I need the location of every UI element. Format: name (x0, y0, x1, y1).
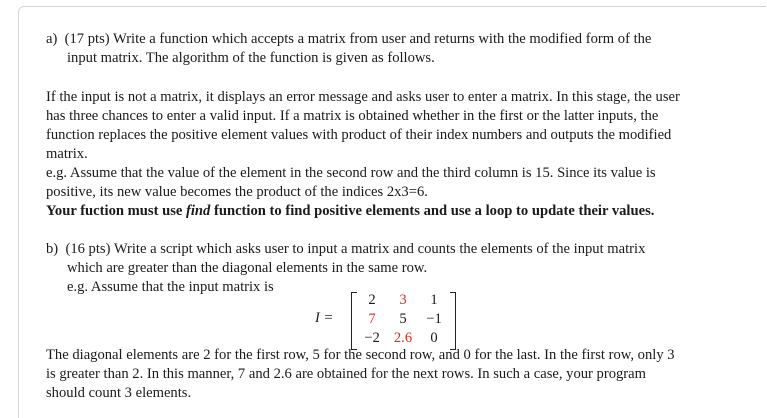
part-b-explanation-line: should count 3 elements. (46, 385, 192, 401)
part-a-para-line: function replaces the positive element values with product of their index numbers and outputs the modified (46, 127, 672, 143)
matrix-cell: 1 (430, 292, 438, 308)
part-a-para-line: If the input is not a matrix, it displays an error message and asks user to enter a matrix. In this stage, the user (46, 89, 680, 105)
part-a-heading-line2: input matrix. The algorithm of the function is given as follows. (67, 50, 435, 66)
part-b-heading-line2: which are greater than the diagonal elements in the same row. (67, 260, 428, 276)
part-b-explanation-line: The diagonal elements are 2 for the first row, 5 for the second row, and 0 for the last. In the first row, only 3 (46, 347, 675, 363)
matrix-cell: 5 (399, 311, 407, 327)
part-b-heading-line1: b) (16 pts) Write a script which asks user to input a matrix and counts the elements of the input matrix (46, 241, 646, 257)
requirement-prefix: Your fuction must use (46, 203, 187, 219)
part-b-example-intro: e.g. Assume that the input matrix is (67, 279, 274, 295)
matrix-cell-highlight: 3 (399, 292, 407, 308)
matrix-cell: 0 (430, 330, 438, 346)
part-a-heading-line1: a) (17 pts) Write a function which accepts a matrix from user and returns with the modified form of the (46, 31, 652, 47)
part-a-example-line: positive, its new value becomes the product of the indices 2x3=6. (46, 184, 428, 200)
matrix-cell-highlight: 7 (368, 311, 376, 327)
requirement-suffix: function to find positive elements and use a loop to update their values. (210, 203, 655, 219)
part-b-explanation-line: is greater than 2. In this manner, 7 and 2.6 are obtained for the next rows. In such a case, your program (46, 366, 646, 382)
part-a-requirement (46, 202, 654, 221)
matrix-cell-highlight: 2.6 (393, 330, 413, 346)
matrix-cell: −2 (364, 330, 380, 346)
part-a-para-line: has three chances to enter a valid input. If a matrix is obtained whether in the first or the latter inputs, the (46, 108, 659, 124)
matrix-label: I = (315, 310, 334, 326)
matrix-right-bracket (450, 292, 456, 350)
requirement-keyword: find (186, 203, 211, 219)
part-a-example-line: e.g. Assume that the value of the element in the second row and the third column is 15. Since its value is (46, 165, 656, 181)
matrix-cell: −1 (426, 311, 442, 327)
part-a-para-line: matrix. (46, 146, 88, 162)
example-matrix (315, 290, 465, 352)
matrix-cell: 2 (368, 292, 376, 308)
